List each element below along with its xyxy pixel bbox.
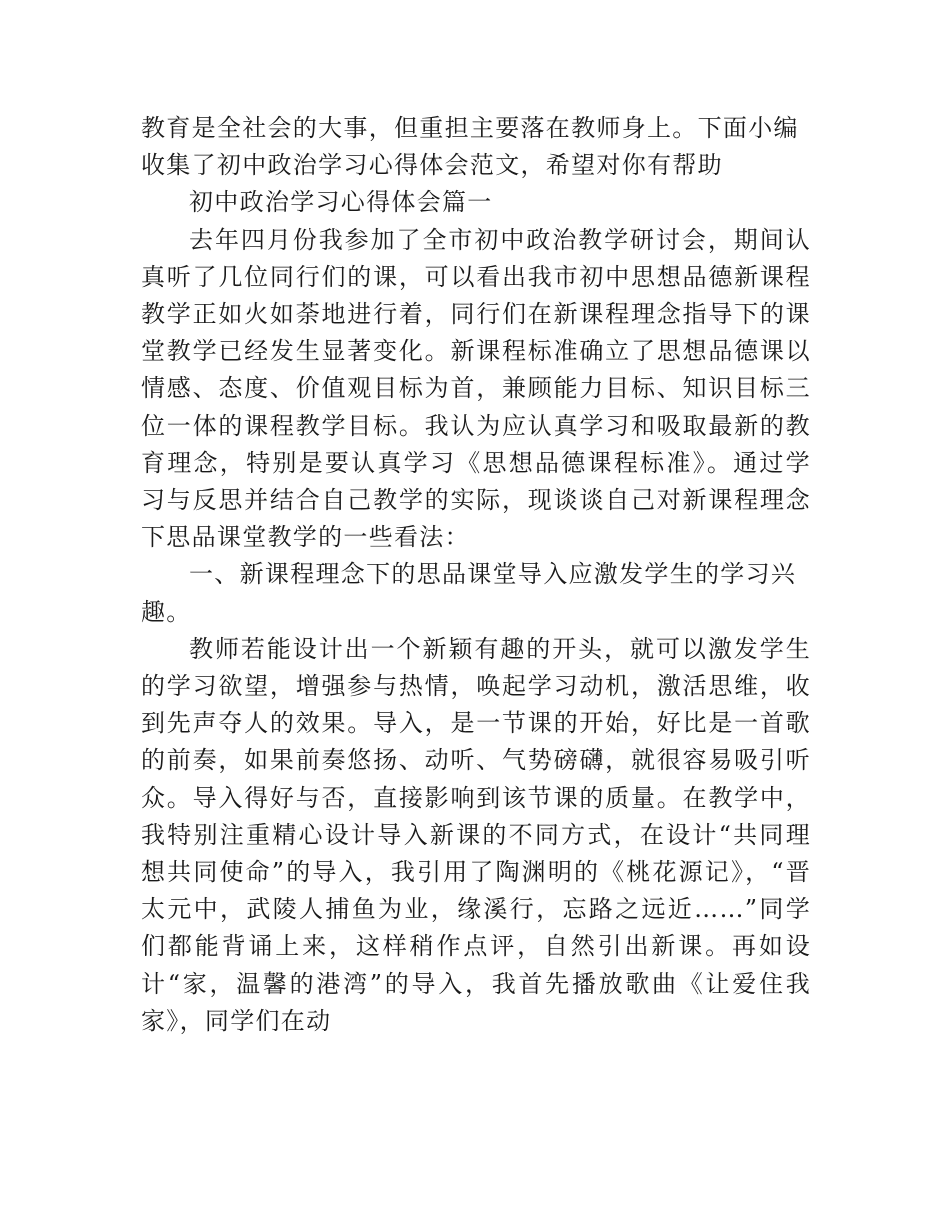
body-paragraph-2: 教师若能设计出一个新颖有趣的开头，就可以激发学生的学习欲望，增强参与热情，唤起学习动机，激活思维，收到先声夺人的效果。导入，是一节课的开始，好比是一首歌的前奏，如果前奏悠扬、动听、气势磅礴，就很容易吸引听众。导入得好与否，直接影响到该节课的质量。在教学中，我特别注重精心设计导入新课的不同方式，在设计“共同理想共同使命”的导入，我引用了陶渊明的《桃花源记》，“晋太元中，武陵人捕鱼为业，缘溪行，忘路之远近……”同学们都能背诵上来，这样稍作点评，自然引出新课。再如设计“家，温馨的港湾”的导入，我首先播放歌曲《让爱住我家》，同学们在动 — [141, 634, 811, 1035]
intro-paragraph: 教育是全社会的大事，但重担主要落在教师身上。下面小编收集了初中政治学习心得体会范文，希望对你有帮助 — [141, 114, 799, 180]
section-title: 初中政治学习心得体会篇一 — [189, 188, 493, 217]
section-heading-1: 一、新课程理念下的思品课堂导入应激发学生的学习兴趣。 — [141, 560, 797, 626]
document-page — [141, 110, 811, 1040]
body-paragraph-1: 去年四月份我参加了全市初中政治教学研讨会，期间认真听了几位同行们的课，可以看出我市初中思想品德新课程教学正如火如荼地进行着，同行们在新课程理念指导下的课堂教学已经发生显著变化。新课程标准确立了思想品德课以情感、态度、价值观目标为首，兼顾能力目标、知识目标三位一体的课程教学目标。我认为应认真学习和吸取最新的教育理念，特别是要认真学习《思想品德课程标准》。通过学习与反思并结合自己教学的实际，现谈谈自己对新课程理念下思品课堂教学的一些看法： — [141, 225, 811, 552]
